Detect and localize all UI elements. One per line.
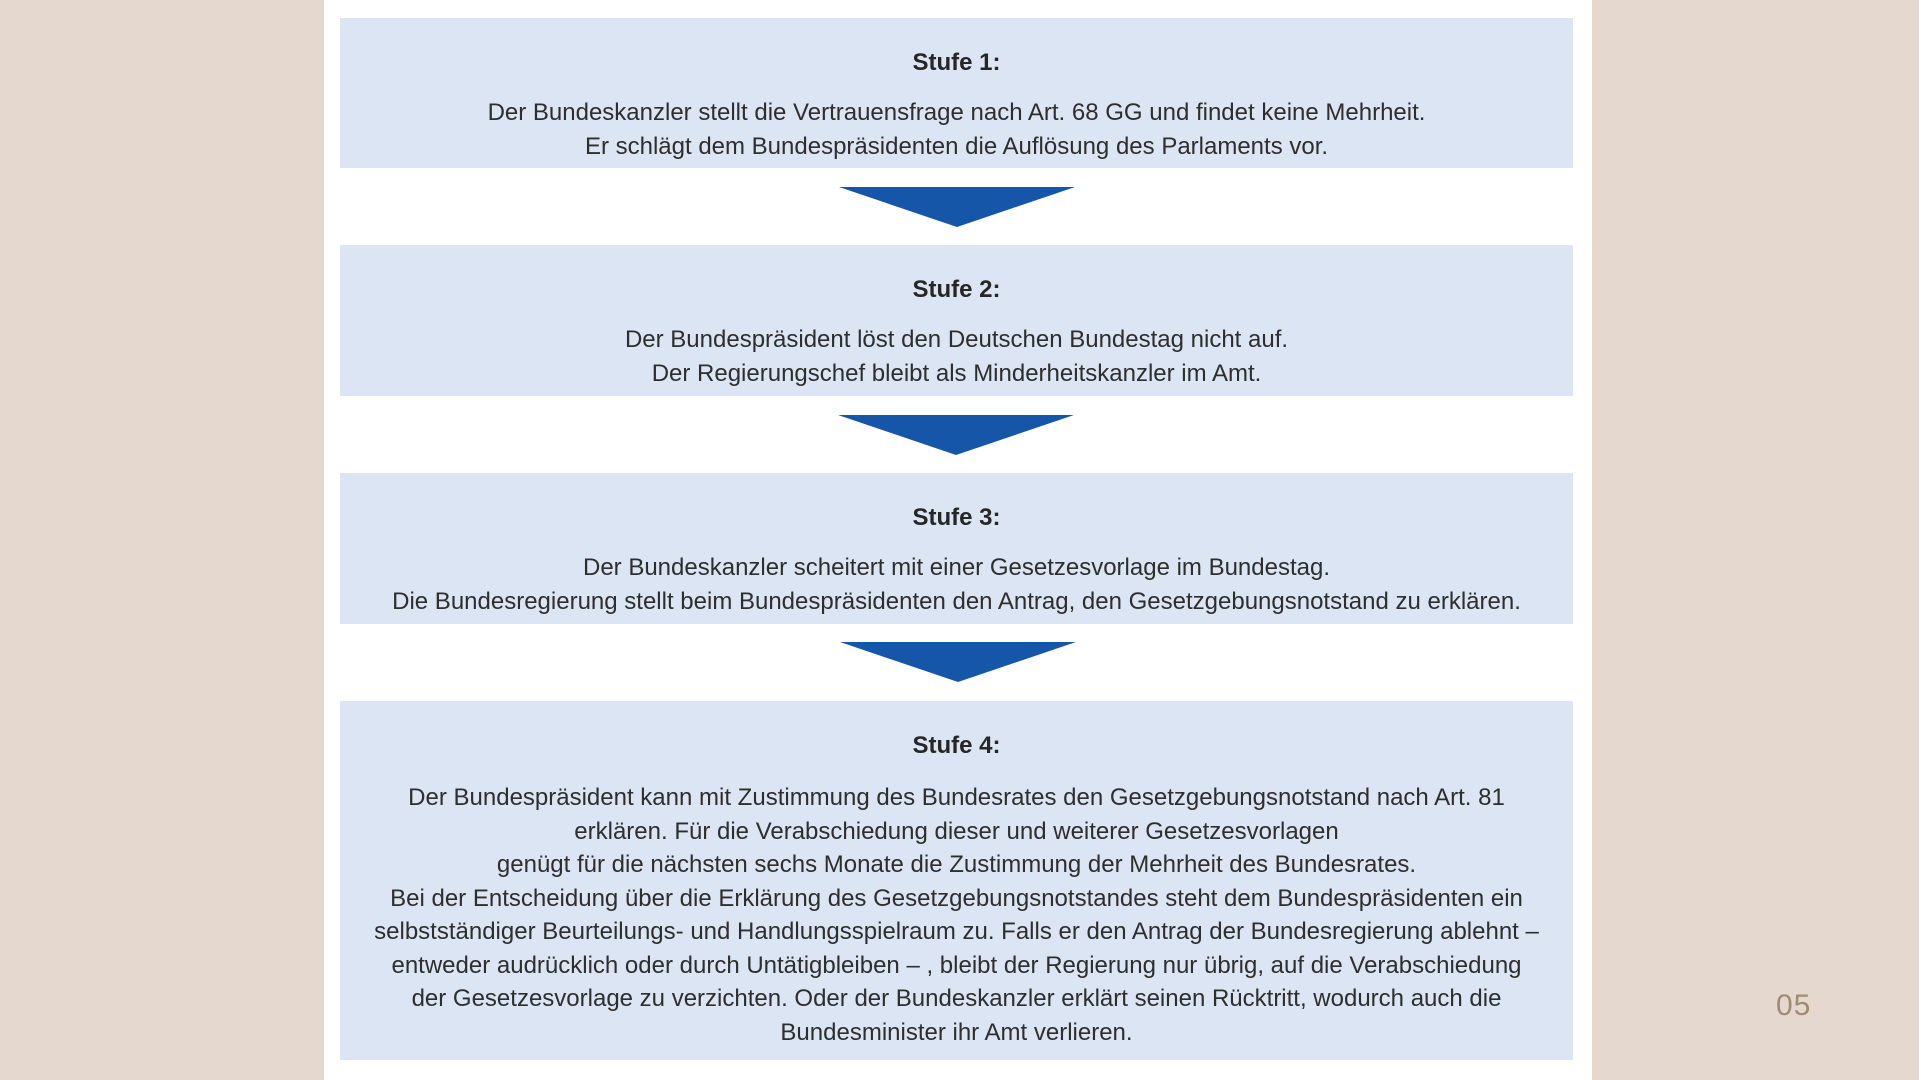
step-2-line: Der Regierungschef bleibt als Minderheitskanzler im Amt. <box>651 359 1262 387</box>
step-4-line: genügt für die nächsten sechs Monate die Zustimmung der Mehrheit des Bundesrates. <box>496 851 1417 878</box>
step-1-line: Er schlägt dem Bundespräsidenten die Auflösung des Parlaments vor. <box>584 132 1329 160</box>
step-1-title: Stufe 1: <box>912 49 1001 76</box>
step-4-line: erklären. Für die Verabschiedung dieser und weiterer Gesetzesvorlagen <box>574 817 1339 845</box>
step-2-text <box>340 323 1573 390</box>
step-2-box <box>340 245 1573 396</box>
step-4-line: entweder audrücklich oder durch Untätigbleiben – , bleibt der Regierung nur übrig, auf die Verabschiedung <box>391 951 1522 979</box>
step-4-line: selbstständiger Beurteilungs- und Handlungsspielraum zu. Falls er den Antrag der Bundesregierung ablehnt – <box>374 918 1539 945</box>
step-2-line: Der Bundespräsident löst den Deutschen Bundestag nicht auf. <box>624 326 1289 353</box>
down-arrow-icon <box>839 187 1075 227</box>
down-arrow-icon <box>838 415 1074 455</box>
step-1-box <box>340 18 1573 168</box>
page-number: 05 <box>1776 989 1812 1022</box>
down-arrow-icon <box>840 642 1076 682</box>
step-3-box <box>340 473 1573 624</box>
step-3-line: Der Bundeskanzler scheitert mit einer Gesetzesvorlage im Bundestag. <box>582 554 1331 581</box>
step-4-title: Stufe 4: <box>912 732 1001 759</box>
step-4-line: Der Bundespräsident kann mit Zustimmung des Bundesrates den Gesetzgebungsnotstand nach Art. 81 <box>408 784 1505 811</box>
step-3-text <box>340 551 1573 618</box>
step-4-text <box>340 781 1573 1049</box>
step-1-text <box>340 96 1573 163</box>
step-3-line: Die Bundesregierung stellt beim Bundespräsidenten den Antrag, den Gesetzgebungsnotstand zu erklären. <box>392 587 1521 615</box>
step-4-line: Bundesminister ihr Amt verlieren. <box>780 1018 1133 1046</box>
step-3-title: Stufe 3: <box>912 504 1001 531</box>
step-4-line: Bei der Entscheidung über die Erklärung des Gesetzgebungsnotstandes steht dem Bundespräsidenten ein <box>390 884 1523 912</box>
step-2-title: Stufe 2: <box>912 276 1001 303</box>
step-4-line: der Gesetzesvorlage zu verzichten. Oder der Bundeskanzler erklärt seinen Rücktritt, wodurch auch die <box>411 985 1502 1012</box>
step-1-line: Der Bundeskanzler stellt die Vertrauensfrage nach Art. 68 GG und findet keine Mehrheit. <box>487 99 1426 126</box>
step-4-box <box>340 701 1573 1060</box>
